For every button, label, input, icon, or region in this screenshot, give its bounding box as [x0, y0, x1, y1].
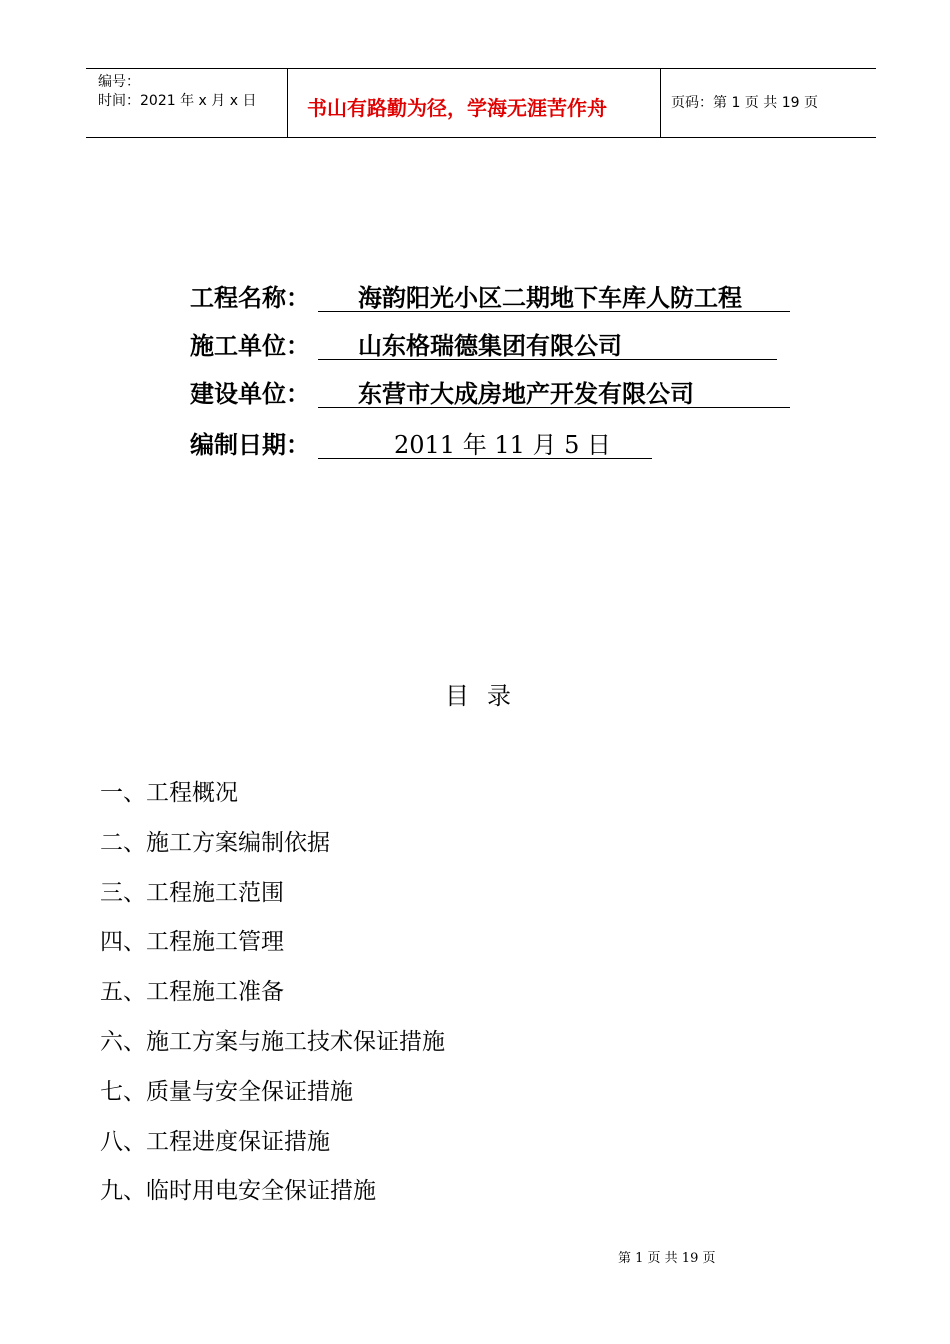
document-header [86, 68, 876, 138]
toc-item: 六、施工方案与施工技术保证措施 [100, 1028, 445, 1055]
toc-title: 目录 [445, 682, 529, 710]
toc-item: 八、工程进度保证措施 [100, 1128, 330, 1155]
header-motto-cell [288, 69, 661, 137]
builder-unit-value: 东营市大成房地产开发有限公司 [318, 374, 790, 408]
toc-item: 七、质量与安全保证措施 [100, 1078, 353, 1105]
toc-item: 四、工程施工管理 [100, 929, 284, 956]
project-name-value: 海韵阳光小区二期地下车库人防工程 [318, 278, 790, 312]
construction-unit-value: 山东格瑞德集团有限公司 [318, 326, 777, 360]
date-value: 2011 年 11 月 5 日 [318, 425, 652, 459]
table-of-contents [100, 774, 445, 1222]
page-footer: 第 1 页 共 19 页 [618, 1251, 716, 1266]
header-meta-cell [86, 69, 288, 137]
toc-item: 九、临时用电安全保证措施 [100, 1178, 376, 1205]
builder-unit-label: 建设单位： [190, 380, 310, 408]
toc-item: 三、工程施工范围 [100, 879, 284, 906]
toc-item: 一、工程概况 [100, 780, 238, 806]
toc-item: 五、工程施工准备 [100, 979, 284, 1006]
toc-item: 二、施工方案编制依据 [100, 829, 330, 856]
header-page-info: 页码：第 1 页 共 19 页 [671, 95, 818, 111]
motto-text: 书山有路勤为径，学海无涯苦作舟 [307, 96, 607, 120]
project-name-label: 工程名称： [190, 284, 310, 312]
time-label: 时间：2021 年 x 月 x 日 [98, 93, 257, 109]
date-label: 编制日期： [190, 431, 310, 459]
number-label: 编号： [98, 74, 140, 90]
construction-unit-label: 施工单位： [190, 332, 310, 360]
